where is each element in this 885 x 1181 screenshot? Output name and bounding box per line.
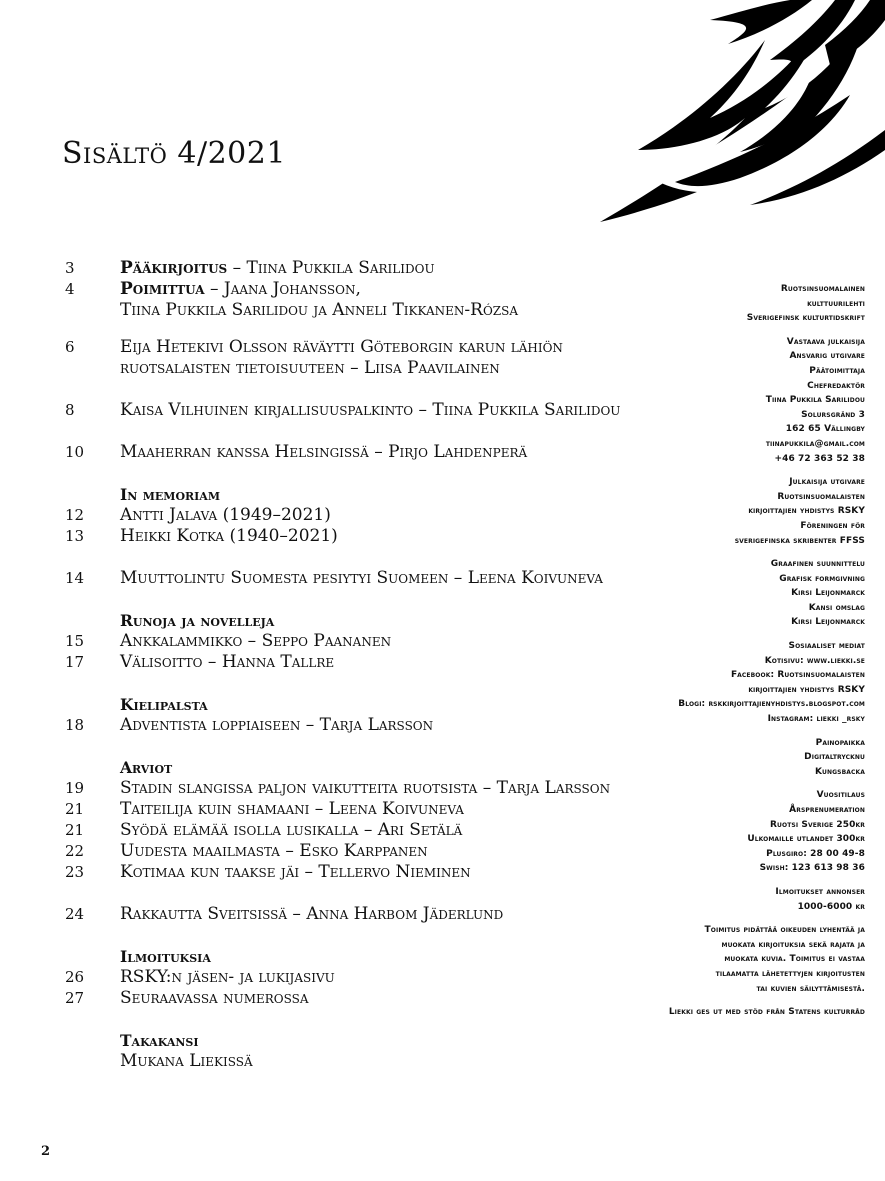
toc-entry-section-lead: Poimittua xyxy=(120,279,205,299)
colophon-line: 1000-6000 kr xyxy=(797,901,865,912)
colophon-line: Ruotsinsuomalaisten xyxy=(777,491,865,502)
colophon-line: Vuositilaus xyxy=(816,790,865,801)
toc-row xyxy=(65,652,645,673)
toc-entry-title xyxy=(120,258,435,279)
colophon-line: Facebook: Ruotsinsuomalaisten xyxy=(730,670,865,681)
toc-page-number: 4 xyxy=(65,280,75,298)
page-number: 2 xyxy=(41,1144,51,1159)
colophon-line: Ansvarig utgivare xyxy=(789,351,865,362)
colophon-line: Julkaisija utgivare xyxy=(789,477,865,488)
toc-entry-title: Syödä elämää isolla lusikalla – Ari Setälä xyxy=(120,820,463,840)
toc-section-heading xyxy=(65,1030,645,1051)
page-title: Sisältö 4/2021 xyxy=(62,136,286,171)
section-heading-runoja: Runoja ja novelleja xyxy=(120,611,275,630)
toc-page-number: 14 xyxy=(65,569,85,587)
toc-row xyxy=(65,862,645,883)
colophon-line: Årsprenumeration xyxy=(789,805,865,815)
toc-row xyxy=(65,631,645,652)
colophon-line: Digitaltrycknu xyxy=(804,752,865,763)
section-heading-ilmoituksia: Ilmoituksia xyxy=(120,947,211,966)
toc-page-number: 12 xyxy=(65,506,85,524)
toc-page-number: 3 xyxy=(65,259,75,277)
toc-entry-title: Mukana Liekissä xyxy=(120,1051,253,1071)
toc-entry-title: Kotimaa kun taakse jäi – Tellervo Nieminen xyxy=(120,862,471,882)
toc-entry-title: Maaherran kanssa Helsingissä – Pirjo Lahdenperä xyxy=(120,442,528,462)
colophon-line: Kirsi Leijonmarck xyxy=(791,588,865,599)
colophon-block-publisher xyxy=(580,475,865,548)
colophon-line: Swish: 123 613 98 36 xyxy=(759,863,865,874)
colophon-block-ads xyxy=(580,885,865,914)
table-of-contents xyxy=(65,258,645,1072)
toc-row xyxy=(65,568,645,589)
toc-row xyxy=(65,358,645,379)
colophon-line: Föreningen för xyxy=(800,520,865,531)
toc-entry-title: Välisoitto – Hanna Tallre xyxy=(120,652,335,672)
toc-row xyxy=(65,967,645,988)
toc-entry-title: Rakkautta Sveitsissä – Anna Harbom Jäderlund xyxy=(120,904,504,924)
toc-page-number: 8 xyxy=(65,401,75,419)
toc-entry-title: Uudesta maailmasta – Esko Karppanen xyxy=(120,841,428,861)
toc-section-heading xyxy=(65,694,645,715)
toc-entry-title: ruotsalaisten tietoisuuteen – Liisa Paavilainen xyxy=(120,358,500,378)
colophon-line: Painopaikka xyxy=(815,737,865,748)
toc-section-heading xyxy=(65,946,645,967)
colophon-line: kirjoittajien yhdistys RSKY xyxy=(748,684,865,695)
toc-page-number: 19 xyxy=(65,779,85,797)
toc-section-heading xyxy=(65,610,645,631)
colophon-line: muokata kuvia. Toimitus ei vastaa xyxy=(724,954,865,965)
section-heading-takakansi: Takakansi xyxy=(120,1031,199,1050)
toc-entry-title: Muuttolintu Suomesta pesiytyi Suomeen – Leena Koivuneva xyxy=(120,568,603,588)
toc-row xyxy=(65,778,645,799)
colophon-line: tiinapukkila@gmail.com xyxy=(765,438,865,449)
colophon-block-editor xyxy=(580,335,865,466)
toc-page-number: 23 xyxy=(65,863,85,881)
toc-entry-section-lead: Pääkirjoitus xyxy=(120,258,228,278)
toc-row xyxy=(65,300,645,321)
toc-entry-title: Eija Hetekivi Olsson räväytti Göteborgin karun lähiön xyxy=(120,337,563,357)
toc-entry-title: Kaisa Vilhuinen kirjallisuuspalkinto – Tiina Pukkila Sarilidou xyxy=(120,400,621,420)
toc-entry-title: RSKY:n jäsen- ja lukijasivu xyxy=(120,967,335,987)
toc-row xyxy=(65,400,645,421)
colophon-line: sverigefinska skribenter FFSS xyxy=(734,535,865,546)
section-heading-kielipalsta: Kielipalsta xyxy=(120,695,208,714)
toc-row xyxy=(65,799,645,820)
colophon-line: Grafisk formgivning xyxy=(779,573,865,584)
toc-page-number: 26 xyxy=(65,968,85,986)
toc-page-number: 22 xyxy=(65,842,85,860)
colophon-block-design xyxy=(580,557,865,630)
flame-logo-graphic xyxy=(560,0,885,230)
toc-entry-title: Antti Jalava (1949–2021) xyxy=(120,505,331,525)
toc-page-number: 21 xyxy=(65,821,85,839)
colophon-line: Toimitus pidättää oikeuden lyhentää ja xyxy=(704,925,865,936)
toc-section-heading xyxy=(65,484,645,505)
toc-page-number: 13 xyxy=(65,527,85,545)
colophon-line: muokata kirjoituksia sekä rajata ja xyxy=(721,939,865,950)
toc-entry-title: Adventista loppiaiseen – Tarja Larsson xyxy=(120,715,434,735)
colophon-line: Liekki ges ut med stöd från Statens kulturråd xyxy=(668,1007,865,1018)
toc-row xyxy=(65,505,645,526)
colophon-line: Ulkomaille utlandet 300kr xyxy=(747,834,865,845)
toc-row xyxy=(65,526,645,547)
toc-row xyxy=(65,988,645,1009)
colophon-line: Kotisivu: www.liekki.se xyxy=(764,655,865,666)
colophon-line: Kungsbacka xyxy=(814,766,865,777)
toc-row xyxy=(65,337,645,358)
colophon-line: Solursgränd 3 xyxy=(801,409,865,420)
colophon-line: +46 72 363 52 38 xyxy=(774,453,865,464)
toc-page-number: 21 xyxy=(65,800,85,818)
colophon-line: tai kuvien säilyttämisestä. xyxy=(756,983,865,994)
colophon-block-magazine xyxy=(580,282,865,326)
section-heading-in-memoriam: In memoriam xyxy=(120,485,221,504)
toc-page-number: 15 xyxy=(65,632,85,650)
toc-row xyxy=(65,715,645,736)
toc-row xyxy=(65,820,645,841)
colophon-line: Sverigefinsk kulturtidskrift xyxy=(746,313,865,324)
colophon-line: Ilmoitukset annonser xyxy=(775,886,865,897)
toc-entry-title: Taiteilija kuin shamaani – Leena Koivuneva xyxy=(120,799,464,819)
toc-row xyxy=(65,904,645,925)
toc-entry-title: Stadin slangissa paljon vaikutteita ruotsista – Tarja Larsson xyxy=(120,778,611,798)
toc-entry-title: Ankkalammikko – Seppo Paananen xyxy=(120,631,392,651)
colophon-line: Kirsi Leijonmarck xyxy=(791,617,865,628)
colophon-line: kulttuurilehti xyxy=(807,298,865,309)
colophon-line: Tiina Pukkila Sarilidou xyxy=(765,395,865,406)
colophon-line: Plusgiro: 28 00 49-8 xyxy=(766,848,865,859)
colophon-line: tilaamatta lähetettyjen kirjoitusten xyxy=(715,968,865,979)
toc-entry-title: Seuraavassa numerossa xyxy=(120,988,309,1008)
toc-page-number: 24 xyxy=(65,905,85,923)
colophon-line: Ruotsi Sverige 250kr xyxy=(770,819,865,830)
colophon-line: Sosiaaliset mediat xyxy=(788,641,865,652)
colophon-line: kirjoittajien yhdistys RSKY xyxy=(748,506,865,517)
section-heading-arviot: Arviot xyxy=(120,758,173,777)
toc-entry-author: – Jaana Johansson, xyxy=(204,279,361,299)
colophon-block-social xyxy=(580,639,865,727)
colophon-line: Chefredaktör xyxy=(807,380,865,391)
colophon-line: 162 65 Vällingby xyxy=(785,424,865,435)
toc-row xyxy=(65,442,645,463)
colophon-block-printing xyxy=(580,736,865,780)
toc-page-number: 10 xyxy=(65,443,85,461)
colophon-line: Graafinen suunnittelu xyxy=(770,559,865,570)
colophon-line: Ruotsinsuomalainen xyxy=(780,284,865,294)
toc-row xyxy=(65,258,645,279)
toc-row xyxy=(65,841,645,862)
colophon xyxy=(580,282,865,1029)
toc-entry-title: Heikki Kotka (1940–2021) xyxy=(120,526,338,546)
colophon-line: Blogi: rskkirjoittajienyhdistys.blogspot.com xyxy=(678,699,865,710)
toc-entry-title: Tiina Pukkila Sarilidou ja Anneli Tikkanen-Rózsa xyxy=(120,300,519,320)
colophon-line: Päätoimittaja xyxy=(809,365,865,376)
toc-page-number: 6 xyxy=(65,338,75,356)
toc-row xyxy=(65,279,645,300)
toc-section-heading xyxy=(65,757,645,778)
colophon-line: Vastaava julkaisija xyxy=(786,336,865,347)
colophon-line: Kansi omslag xyxy=(808,602,865,613)
colophon-line: Instagram: liekki _rsky xyxy=(767,714,865,725)
toc-page-number: 18 xyxy=(65,716,85,734)
toc-page-number: 17 xyxy=(65,653,85,671)
colophon-block-subscription xyxy=(580,788,865,876)
toc-row xyxy=(65,1051,645,1072)
colophon-block-disclaimer xyxy=(580,923,865,996)
toc-entry-title xyxy=(120,279,361,300)
toc-entry-author: – Tiina Pukkila Sarilidou xyxy=(227,258,435,278)
colophon-block-support xyxy=(580,1005,865,1020)
toc-page-number: 27 xyxy=(65,989,85,1007)
